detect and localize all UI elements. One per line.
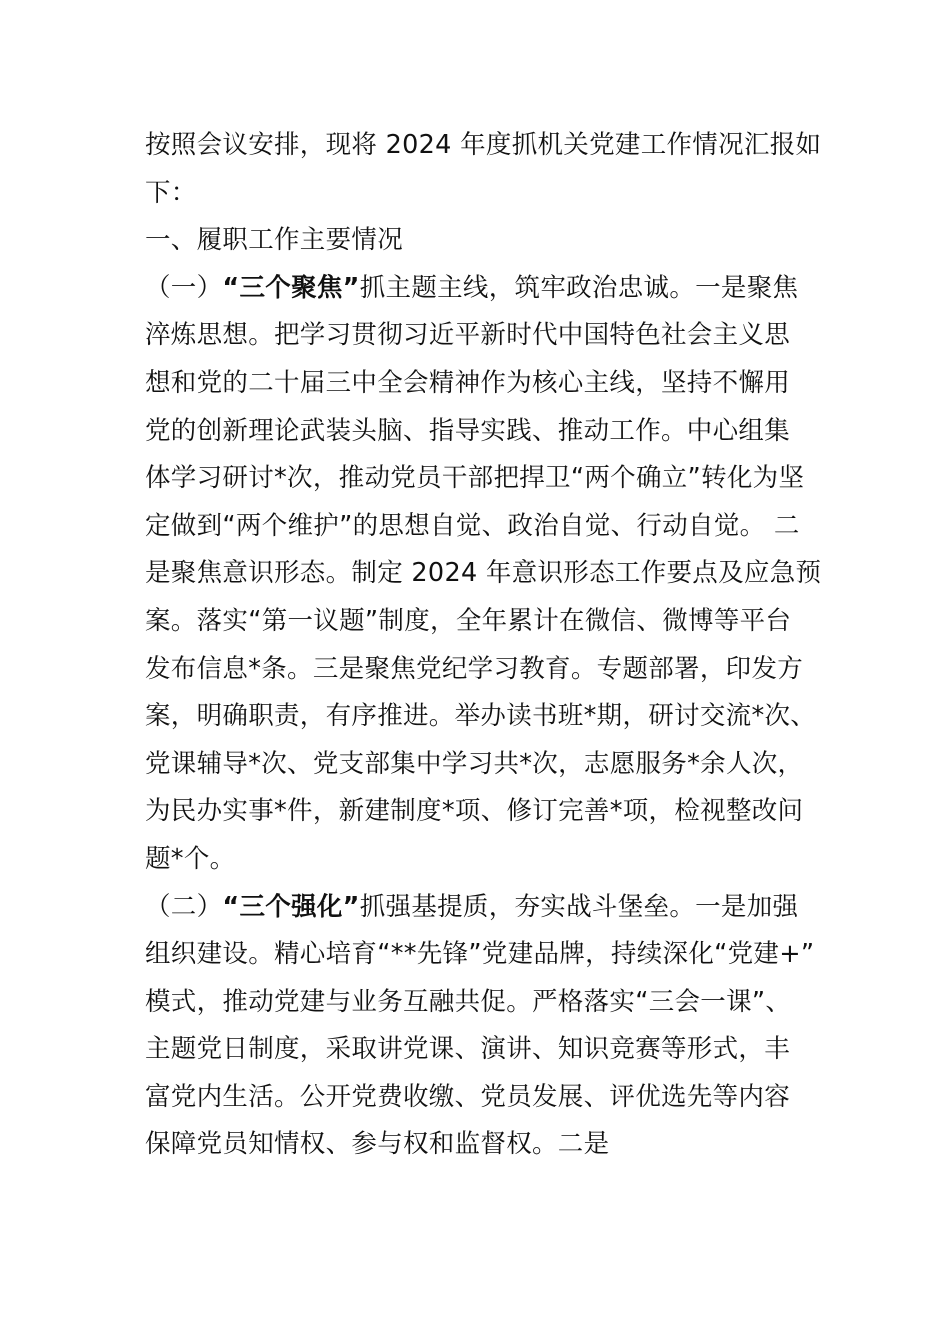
subsection-keyword: “三个强化”: [222, 891, 360, 922]
body-line: 想和党的二十届三中全会精神作为核心主线，坚持不懈用: [145, 367, 791, 398]
subsection-number: （一）: [145, 272, 223, 303]
body-line: 党的创新理论武装头脑、指导实践、推动工作。中心组集: [145, 415, 791, 446]
subsection-heading-line: [145, 884, 817, 932]
body-line: 定做到“两个维护”的思想自觉、政治自觉、行动自觉。 二: [145, 510, 800, 541]
body-line: 淬炼思想。把学习贯彻习近平新时代中国特色社会主义思: [145, 320, 791, 351]
body-line: 发布信息*条。三是聚焦党纪学习教育。专题部署，印发方: [145, 653, 804, 684]
body-line: 主题党日制度，采取讲党课、演讲、知识竞赛等形式，丰: [145, 1034, 791, 1065]
body-line: 模式，推动党建与业务互融共促。严格落实“三会一课”、: [145, 986, 792, 1017]
body-line: 体学习研讨*次，推动党员干部把捍卫“两个确立”转化为坚: [145, 463, 805, 494]
body-line: 下：: [145, 177, 197, 208]
body-line: 案。落实“第一议题”制度，全年累计在微信、微博等平台: [145, 605, 792, 636]
subsection-number: （二）: [145, 891, 223, 922]
body-line: 为民办实事*件，新建制度*项、修订完善*项，检视整改问: [145, 796, 804, 827]
subsection-title: 抓主题主线，筑牢政治忠诚。一是聚焦: [359, 272, 799, 303]
body-line: 是聚焦意识形态。制定 2024 年意识形态工作要点及应急预: [145, 558, 822, 589]
body-line: 党课辅导*次、党支部集中学习共*次，志愿服务*余人次，: [145, 748, 804, 779]
document-body: [145, 122, 822, 1169]
section-heading: 一、履职工作主要情况: [145, 225, 404, 256]
body-line: 按照会议安排，现将 2024 年度抓机关党建工作情况汇报如: [145, 130, 822, 160]
body-line: 组织建设。精心培育“**先锋”党建品牌，持续深化“党建+”: [145, 939, 815, 970]
body-line: 保障党员知情权、参与权和监督权。二是: [145, 1129, 610, 1160]
body-line: 题*个。: [145, 843, 236, 874]
body-line: 案，明确职责，有序推进。举办读书班*期，研讨交流*次、: [145, 701, 817, 732]
subsection-heading-line: [145, 265, 817, 313]
subsection-title: 抓强基提质，夯实战斗堡垒。一是加强: [359, 891, 799, 922]
body-line: 富党内生活。公开党费收缴、党员发展、评优选先等内容: [145, 1081, 791, 1112]
subsection-keyword: “三个聚焦”: [222, 272, 360, 303]
